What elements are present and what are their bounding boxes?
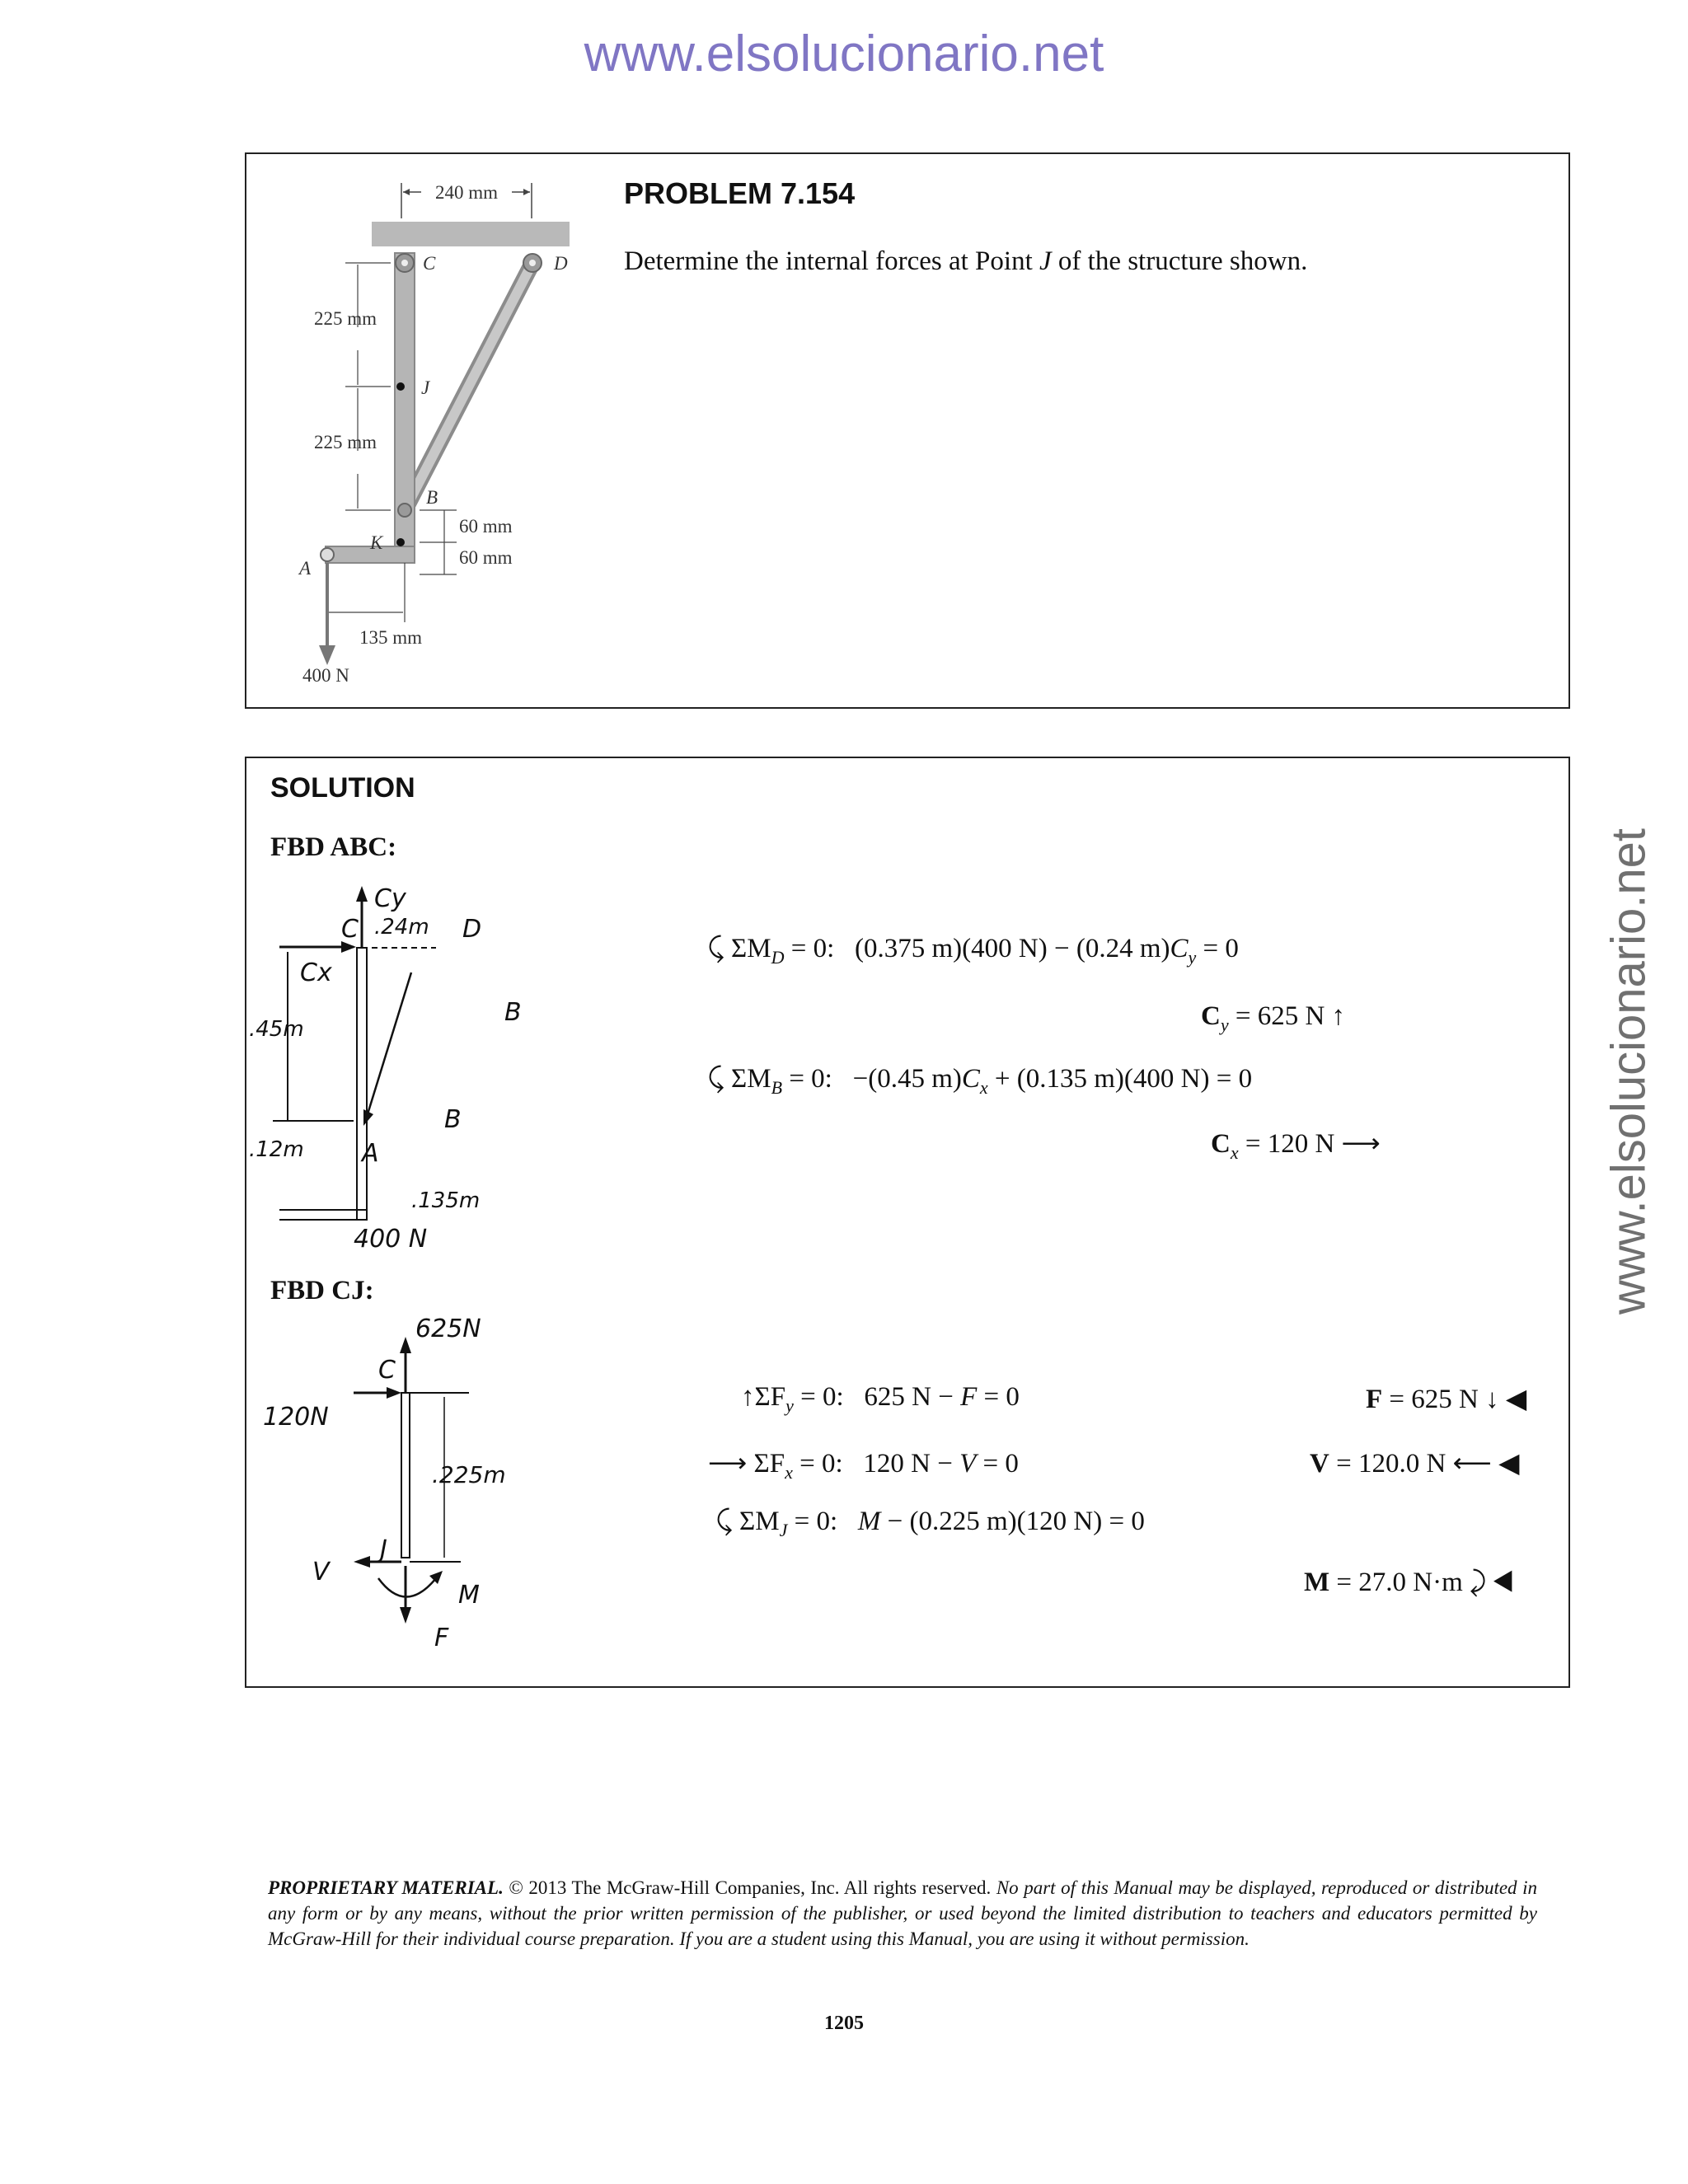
cj-f: F xyxy=(434,1624,449,1652)
solution-box xyxy=(245,757,1570,1688)
abc-load: 400 N xyxy=(354,1225,428,1254)
dim-60-lower-label: 60 mm xyxy=(459,547,513,568)
abc-c: C xyxy=(341,915,359,944)
abc-b-vector: B xyxy=(504,998,522,1027)
footer-notice: PROPRIETARY MATERIAL. © 2013 The McGraw-Hill Companies, Inc. All rights reserved. No part of this Manual may be displayed, reproduced or distributed in any form or by any means, without the prior written permission of the publisher, or used beyond the limited distribution to teachers and educators permitted by McGraw-Hill for their individual course preparation. If you are a student using this Manual, you are using it without permission. xyxy=(268,1877,1537,1949)
cj-120: 120N xyxy=(263,1403,329,1432)
problem-title: PROBLEM 7.154 xyxy=(624,176,856,210)
fbd-cj-label: FBD CJ: xyxy=(270,1276,374,1305)
dim-225-upper-label: 225 mm xyxy=(314,308,377,329)
fbd-abc-label: FBD ABC: xyxy=(270,832,397,862)
abc-a: A xyxy=(362,1139,379,1168)
structure-figure xyxy=(246,154,576,698)
cj-j: J xyxy=(380,1535,387,1564)
label-a: A xyxy=(299,558,312,579)
label-j: J xyxy=(421,377,430,398)
problem-statement: Determine the internal forces at Point J of the structure shown. xyxy=(624,246,1308,276)
cj-res2: V = 120.0 N ⟵ ◀ xyxy=(1310,1449,1520,1479)
abc-12: .12m xyxy=(249,1137,304,1162)
cj-c: C xyxy=(378,1356,396,1385)
abc-45: .45m xyxy=(249,1017,304,1042)
abc-cy: Cy xyxy=(374,884,406,913)
abc-135: .135m xyxy=(411,1188,481,1213)
cj-eq3: ⤹ $\Sigma M_J = 0$: M − (0.225 m)(120 N) = 0 xyxy=(716,1507,1145,1540)
watermark-side: www.elsolucionario.net xyxy=(1601,828,1656,1315)
abc-res2: $C_x = 120$ N ⟶ xyxy=(1211,1129,1381,1163)
cj-eq2: ⟶ $\Sigma F_x = 0$: 120 N − V = 0 xyxy=(708,1449,1019,1483)
cj-v: V xyxy=(312,1558,330,1586)
dim-60-upper-label: 60 mm xyxy=(459,516,513,537)
cj-res1: F = 625 N ↓ ◀ xyxy=(1366,1385,1527,1414)
cj-res3: M = 27.0 N·m ⤸ ◀ xyxy=(1304,1568,1515,1597)
watermark-top: www.elsolucionario.net xyxy=(584,26,1104,82)
label-d: D xyxy=(554,253,568,274)
abc-24: .24m xyxy=(374,915,429,940)
cj-m: M xyxy=(458,1581,480,1610)
problem-box xyxy=(245,152,1570,709)
load-label: 400 N xyxy=(302,665,349,686)
page-number: 1205 xyxy=(824,2013,864,2034)
fbd-cj-sketch xyxy=(329,1319,576,1665)
solution-heading: SOLUTION xyxy=(270,772,415,804)
cj-625: 625N xyxy=(415,1315,481,1343)
abc-eq1: ⤹ $\Sigma M_D = 0$: (0.375 m)(400 N) − (0.24 $m)C_y = 0$ xyxy=(708,934,1239,968)
abc-b: B xyxy=(444,1105,462,1134)
dim-225-lower-label: 225 mm xyxy=(314,432,377,452)
cj-eq1: $↑\Sigma F_y = 0$: 625 N − F = 0 xyxy=(741,1382,1020,1416)
cj-225: .225m xyxy=(432,1461,506,1488)
abc-res1: $C_y = 625$ N ↑ xyxy=(1201,1001,1346,1035)
dim-240-label: 240 mm xyxy=(434,182,499,203)
label-k: K xyxy=(370,532,383,553)
label-b: B xyxy=(426,487,438,508)
dim-135-label: 135 mm xyxy=(359,627,423,648)
abc-cx: Cx xyxy=(300,958,332,987)
abc-d: D xyxy=(462,915,482,944)
label-c: C xyxy=(423,253,436,274)
abc-eq2: ⤹ $\Sigma M_B = 0$: −(0.45 $m)C_x + (0.135$ m)(400 N) = 0 xyxy=(708,1064,1253,1098)
